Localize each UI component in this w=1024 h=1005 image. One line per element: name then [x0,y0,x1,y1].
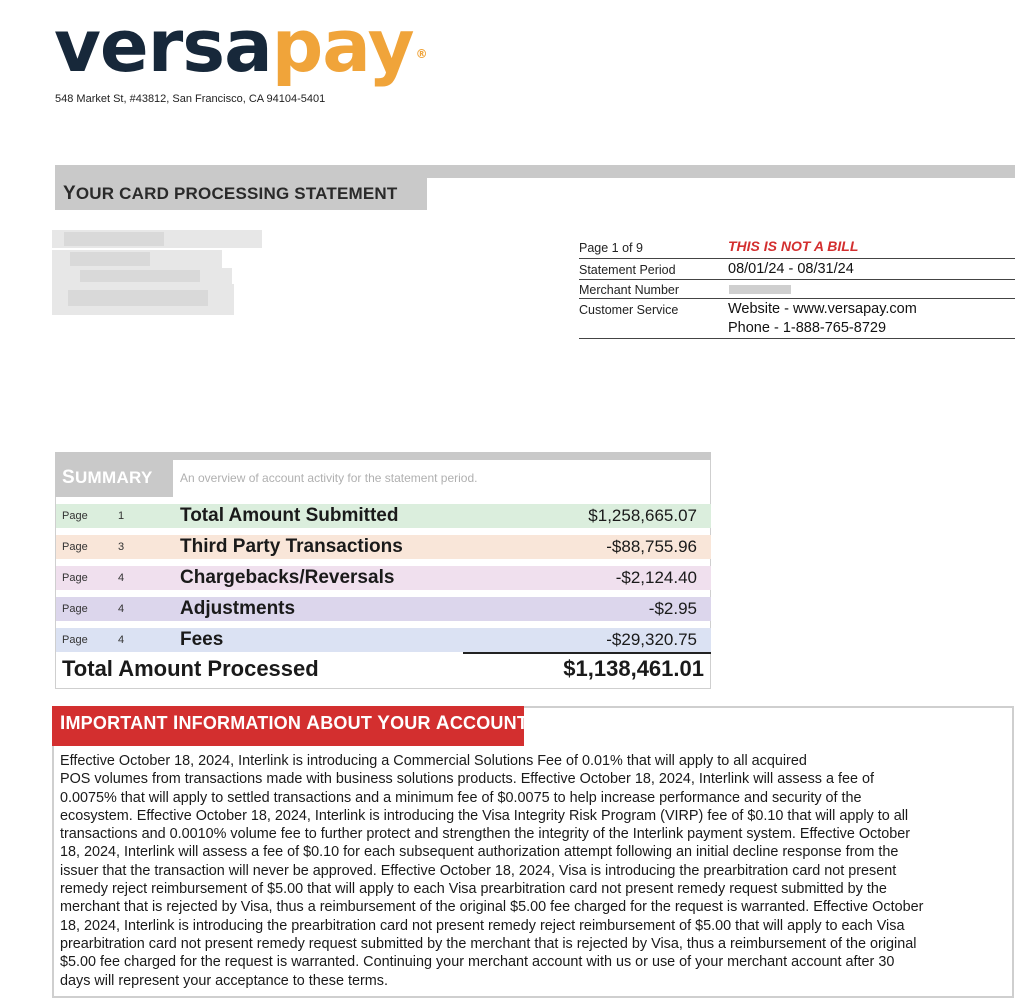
not-a-bill-notice: THIS IS NOT A BILL [728,238,859,254]
info-line: transactions and 0.0010% volume fee to further protect and strengthen the integrity of the Interlink payment system. Effective October [60,826,911,843]
total-divider [463,652,711,654]
merchant-number-label: Merchant Number [579,283,680,297]
row-amount: $1,258,665.07 [588,506,697,525]
info-line: 0.0075% that will apply to settled transactions and a minimum fee of $0.0075 to help increase performance and security of the [60,789,862,806]
info-divider [579,258,1015,259]
info-line: 18, 2024, Interlink will assess a fee of $0.10 for each subsequent authorization attempt following an initial decline response from the [60,844,899,861]
info-line: prearbitration card not present remedy request submitted by the merchant that is rejected by Visa, thus a reimbursement of the original [60,935,917,952]
info-divider [579,338,1015,339]
summary-row [56,566,711,590]
info-line: merchant that is rejected by Visa, thus a reimbursement of the original $5.00 fee charged for the request is warranted. Effective October [60,899,924,916]
total-processed-amount: $1,138,461.01 [563,656,704,681]
customer-service-phone: Phone - 1-888-765-8729 [728,320,887,336]
row-label: Adjustments [180,598,296,619]
info-line: issuer that the transaction will never be approved. Effective October 18, 2024, Visa is introducing the prearbitration card not present [60,862,897,879]
row-label: Third Party Transactions [180,536,403,557]
row-label: Total Amount Submitted [180,505,399,526]
page-word: Page [62,541,88,553]
page-number: 1 [118,510,125,522]
summary-row [56,628,711,652]
customer-service-website: Website - www.versapay.com [728,301,917,317]
row-amount: -$88,755.96 [606,537,697,556]
info-line: POS volumes from transactions made with business solutions products. Effective October 18, 2024, Interlink will assess a fee of [60,771,874,788]
row-amount: -$29,320.75 [606,630,697,649]
info-line: 18, 2024, Interlink is introducing the prearbitration card not present remedy reject reimbursement of $5.00 that will apply to each Visa [60,917,905,934]
summary-row [56,504,711,528]
customer-service-label: Customer Service [579,303,679,317]
row-amount: -$2,124.40 [615,568,697,587]
redacted-merchant-number [729,285,791,294]
info-divider [579,298,1015,299]
page-word: Page [62,603,88,615]
page-number: 4 [118,634,125,646]
page-indicator: Page 1 of 9 [579,241,643,255]
info-line: Effective October 18, 2024, Interlink is introducing a Commercial Solutions Fee of 0.01% that will apply to all acquired [60,753,807,769]
summary-subtitle: An overview of account activity for the statement period. [180,471,478,485]
page-number: 4 [118,572,125,584]
statement-period-label: Statement Period [579,263,676,277]
versapay-logo: versapay ® [54,4,427,88]
summary-row [56,535,711,559]
info-line: ecosystem. Effective October 18, 2024, Interlink is introducing the Visa Integrity Risk Program (VIRP) fee of $0.10 that will apply to all [60,807,909,824]
info-divider [579,279,1015,280]
statement-period-value: 08/01/24 - 08/31/24 [728,261,854,277]
row-label: Fees [180,629,224,650]
info-line: remedy reject reimbursement of $5.00 that will apply to each Visa prearbitration card not present remedy request submitted by the [60,881,887,898]
page-word: Page [62,634,88,646]
company-address: 548 Market St, #43812, San Francisco, CA 94104-5401 [55,93,326,105]
row-label: Chargebacks/Reversals [180,567,395,588]
total-processed-label: Total Amount Processed [62,656,319,681]
row-amount: -$2.95 [648,599,697,618]
important-info-text [60,752,1000,990]
info-line: days will represent your acceptance to these terms. [60,972,388,989]
summary-top-stripe [55,452,711,460]
page-word: Page [62,510,88,522]
statement-title: YOUR CARD PROCESSING STATEMENT [63,183,398,204]
summary-heading: SUMMARY [62,467,153,488]
info-line: $5.00 fee charged for the request is warranted. Continuing your merchant account with us or use of your merchant account after 30 [60,954,895,971]
title-stripe [55,165,1015,178]
summary-row [56,597,711,621]
page-number: 4 [118,603,125,615]
important-info-heading: IMPORTANT INFORMATION ABOUT YOUR ACCOUNT [60,713,529,734]
page-number: 3 [118,541,125,553]
page-word: Page [62,572,88,584]
